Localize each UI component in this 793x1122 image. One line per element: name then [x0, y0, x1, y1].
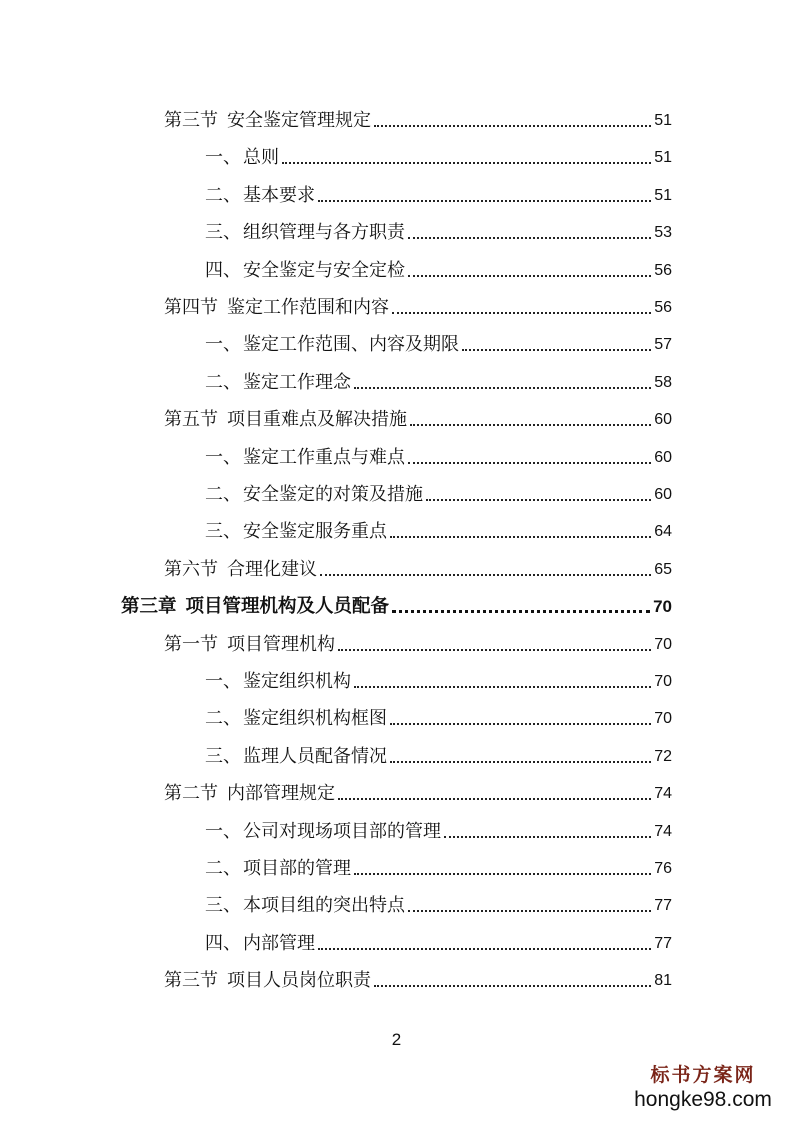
toc-entry-text: 监理人员配备情况	[243, 745, 387, 767]
toc-entry-number: 四、	[205, 259, 241, 281]
toc-dot-leader	[338, 649, 651, 651]
toc-entry-title	[164, 110, 371, 132]
toc-dot-leader	[354, 873, 651, 875]
toc-entry-title	[205, 447, 405, 469]
toc-entry-number: 第一节	[164, 633, 218, 655]
toc-entry-sub[interactable]	[205, 702, 672, 730]
toc-dot-leader	[408, 910, 651, 912]
toc-entry-title	[205, 147, 279, 169]
toc-entry-sub[interactable]	[205, 740, 672, 768]
toc-entry-sub[interactable]	[205, 889, 672, 917]
toc-entry-number: 三、	[205, 222, 241, 244]
watermark-url: hongke98.com	[634, 1088, 772, 1111]
toc-entry-section[interactable]	[164, 964, 672, 992]
toc-entry-title	[205, 484, 423, 506]
toc-entry-page: 53	[654, 224, 672, 242]
toc-dot-leader	[410, 424, 651, 426]
toc-entry-text: 本项目组的突出特点	[243, 895, 405, 917]
toc-entry-title	[164, 634, 335, 656]
toc-entry-page: 56	[654, 299, 672, 316]
toc-entry-text: 鉴定工作范围、内容及期限	[243, 334, 459, 356]
toc-entry-text: 内部管理	[243, 932, 315, 954]
toc-entry-title	[205, 708, 387, 730]
toc-entry-text: 安全鉴定服务重点	[243, 521, 387, 543]
toc-dot-leader	[392, 312, 651, 314]
toc-entry-title	[205, 821, 441, 843]
toc-entry-number: 二、	[205, 484, 241, 505]
toc-entry-sub[interactable]	[205, 852, 672, 880]
toc-entry-title	[164, 297, 389, 319]
toc-entry-section[interactable]	[164, 553, 672, 581]
toc-entry-page: 77	[654, 934, 672, 952]
toc-entry-page: 64	[654, 523, 672, 541]
toc-entry-number: 二、	[205, 858, 241, 879]
toc-entry-section[interactable]	[164, 291, 672, 319]
toc-entry-title	[164, 409, 407, 431]
toc-entry-page: 70	[654, 635, 672, 653]
toc-entry-text: 基本要求	[243, 184, 315, 206]
toc-entry-number: 第三章	[121, 596, 177, 618]
toc-entry-sub[interactable]	[205, 441, 672, 469]
toc-entry-text: 鉴定组织机构框图	[243, 708, 387, 730]
toc-entry-sub[interactable]	[205, 141, 672, 169]
toc-entry-title	[205, 895, 405, 917]
toc-entry-sub[interactable]	[205, 366, 672, 394]
toc-entry-text: 组织管理与各方职责	[243, 222, 405, 244]
toc-entry-text: 公司对现场项目部的管理	[243, 820, 441, 842]
toc-entry-text: 项目管理机构及人员配备	[185, 596, 390, 618]
toc-dot-leader	[390, 536, 651, 538]
toc-dot-leader	[318, 200, 651, 202]
toc-entry-text: 项目管理机构	[227, 633, 335, 655]
toc-entry-text: 内部管理规定	[227, 783, 335, 805]
toc-entry-sub[interactable]	[205, 478, 672, 506]
toc-entry-page: 76	[654, 860, 672, 877]
toc-entry-page: 77	[654, 897, 672, 915]
toc-dot-leader	[374, 985, 651, 987]
toc-entry-page: 81	[654, 972, 672, 990]
toc-entry-page: 60	[654, 486, 672, 503]
toc-dot-leader	[338, 798, 651, 800]
toc-entry-text: 鉴定工作范围和内容	[227, 297, 389, 318]
toc-entry-text: 合理化建议	[227, 558, 317, 580]
toc-entry-number: 二、	[205, 708, 241, 730]
toc-entry-sub[interactable]	[205, 665, 672, 693]
toc-dot-leader	[318, 948, 651, 950]
toc-dot-leader	[408, 275, 651, 277]
toc-entry-number: 三、	[205, 895, 241, 917]
toc-entry-page: 72	[654, 747, 672, 765]
toc-entry-section[interactable]	[164, 403, 672, 431]
toc-entry-section[interactable]	[164, 777, 672, 805]
toc-dot-leader	[392, 610, 650, 613]
toc-entry-page: 51	[654, 186, 672, 204]
toc-entry-number: 四、	[205, 932, 241, 954]
toc-entry-page: 70	[654, 673, 672, 690]
toc-entry-title	[205, 746, 387, 768]
toc-dot-leader	[320, 574, 651, 576]
toc-entry-page: 65	[654, 560, 672, 578]
toc-entry-number: 第三节	[164, 970, 218, 992]
toc-dot-leader	[462, 349, 651, 351]
toc-dot-leader	[390, 761, 651, 763]
toc-dot-leader	[408, 237, 651, 239]
toc-entry-page: 60	[654, 448, 672, 466]
toc-entry-number: 一、	[205, 671, 241, 692]
toc-entry-sub[interactable]	[205, 254, 672, 282]
toc-entry-text: 鉴定组织机构	[243, 671, 351, 692]
toc-entry-sub[interactable]	[205, 927, 672, 955]
toc-entry-sub[interactable]	[205, 216, 672, 244]
toc-entry-text: 总则	[243, 147, 279, 169]
toc-entry-number: 一、	[205, 147, 241, 169]
toc-dot-leader	[444, 836, 651, 838]
toc-entry-title	[164, 970, 371, 992]
watermark-site-name: 标书方案网	[650, 1064, 756, 1086]
toc-entry-page: 74	[654, 785, 672, 803]
toc-entry-number: 一、	[205, 446, 241, 468]
toc-entry-title	[164, 559, 317, 581]
toc-entry-number: 二、	[205, 184, 241, 206]
toc-entry-title	[205, 858, 351, 880]
toc-entry-text: 鉴定工作重点与难点	[243, 446, 405, 468]
toc-entry-title	[205, 933, 315, 955]
watermark	[629, 1063, 777, 1112]
toc-dot-leader	[374, 125, 651, 127]
toc-entry-number: 三、	[205, 521, 241, 543]
toc-entry-page: 70	[653, 597, 672, 617]
toc-entry-number: 第四节	[164, 297, 218, 318]
toc-entry-page: 51	[654, 149, 672, 167]
toc-entry-page: 74	[654, 822, 672, 840]
toc-entry-title	[205, 334, 459, 356]
toc-entry-text: 安全鉴定管理规定	[227, 110, 371, 131]
toc-entry-title	[164, 783, 335, 805]
toc-dot-leader	[282, 162, 651, 164]
toc-entry-text: 鉴定工作理念	[243, 371, 351, 393]
toc-entry-title	[205, 521, 387, 543]
toc-entry-title	[205, 372, 351, 394]
toc-entry-text: 安全鉴定的对策及措施	[243, 484, 423, 505]
toc-dot-leader	[408, 462, 651, 464]
toc-dot-leader	[354, 387, 651, 389]
toc-entry-section[interactable]	[164, 104, 672, 132]
toc-entry-number: 三、	[205, 745, 241, 767]
toc-entry-section[interactable]	[164, 628, 672, 656]
toc-entry-number: 二、	[205, 371, 241, 393]
toc-entry-number: 第五节	[164, 409, 218, 431]
toc-entry-page: 56	[654, 261, 672, 279]
toc-entry-number: 一、	[205, 820, 241, 842]
toc-entry-title	[205, 260, 405, 282]
toc-entry-number: 第六节	[164, 558, 218, 580]
toc-entry-text: 项目重难点及解决措施	[227, 409, 407, 431]
toc-entry-page: 57	[654, 336, 672, 354]
toc-entry-number: 第二节	[164, 783, 218, 805]
toc-entry-text: 项目部的管理	[243, 858, 351, 879]
toc-entry-page: 51	[654, 112, 672, 129]
toc-entry-text: 安全鉴定与安全定检	[243, 259, 405, 281]
toc-entry-sub[interactable]	[205, 815, 672, 843]
toc-dot-leader	[390, 723, 651, 725]
toc-entry-number: 一、	[205, 334, 241, 356]
toc-entry-sub[interactable]	[205, 515, 672, 543]
toc-entry-chapter[interactable]	[121, 590, 672, 618]
toc-entry-sub[interactable]	[205, 179, 672, 207]
toc-entry-title	[205, 185, 315, 207]
page-number: 2	[391, 1030, 402, 1049]
toc-entry-title	[121, 596, 389, 618]
toc-entry-text: 项目人员岗位职责	[227, 970, 371, 992]
toc-entry-page: 70	[654, 710, 672, 728]
toc-entry-sub[interactable]	[205, 328, 672, 356]
toc-entry-number: 第三节	[164, 110, 218, 131]
toc-dot-leader	[426, 499, 651, 501]
toc-dot-leader	[354, 686, 651, 688]
toc-entry-title	[205, 222, 405, 244]
toc-entry-page: 60	[654, 411, 672, 429]
toc-entry-page: 58	[654, 373, 672, 391]
toc-entry-title	[205, 671, 351, 693]
